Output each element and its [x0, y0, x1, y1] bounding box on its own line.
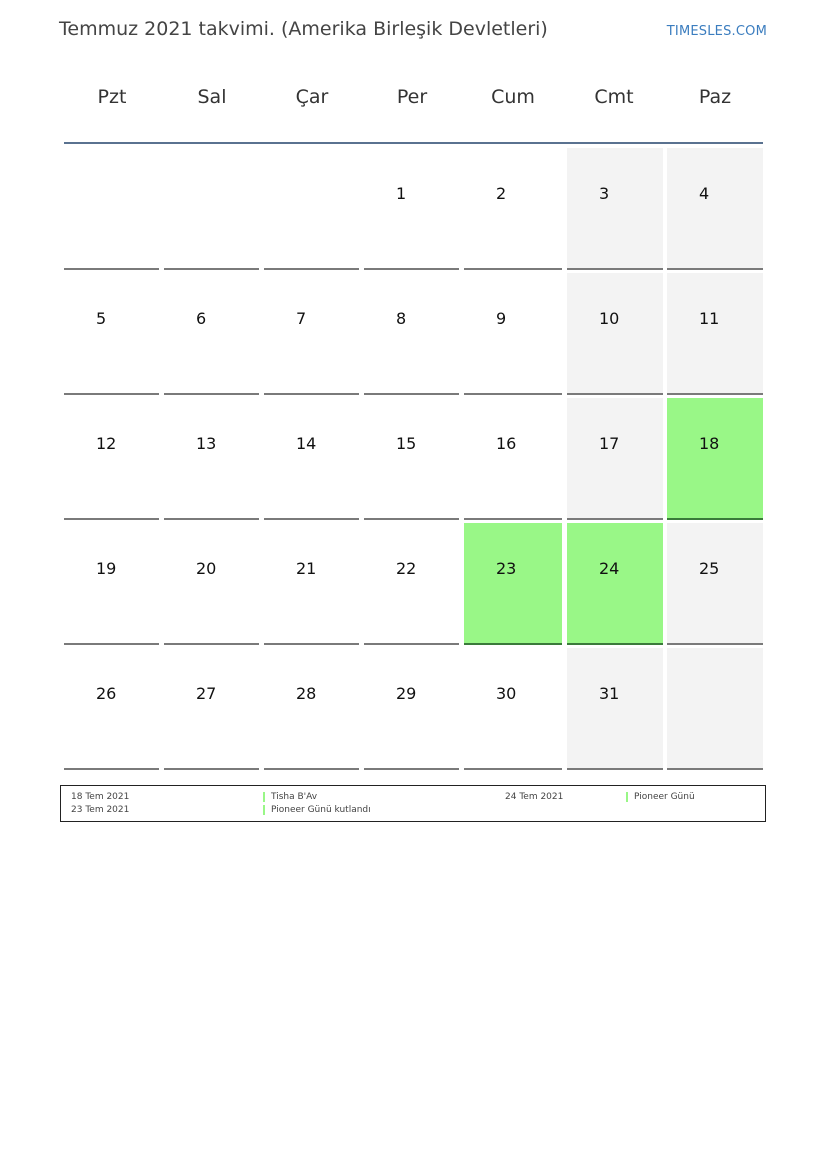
weekday-wed: Çar: [295, 86, 329, 108]
day-cell-4[interactable]: [667, 148, 763, 270]
day-cell-30[interactable]: [464, 648, 562, 770]
day-cell-23[interactable]: [464, 523, 562, 645]
day-number: 1: [396, 184, 407, 203]
day-number: 8: [396, 309, 407, 328]
day-number: 6: [196, 309, 207, 328]
legend-marker-1: [263, 792, 265, 802]
day-number: 10: [599, 309, 620, 328]
day-cell-2[interactable]: [464, 148, 562, 270]
day-number: 29: [396, 684, 417, 703]
weekday-header: [62, 86, 765, 122]
day-cell-21[interactable]: [264, 523, 359, 645]
legend-holiday-3: Pioneer Günü kutlandı: [271, 805, 371, 815]
day-cell-8[interactable]: [364, 273, 459, 395]
empty-day-cell: [164, 148, 259, 270]
calendar-grid: [64, 148, 764, 770]
day-cell-22[interactable]: [364, 523, 459, 645]
day-number: 5: [96, 309, 107, 328]
legend-date-2: 24 Tem 2021: [505, 792, 564, 802]
weekday-sun: Paz: [698, 86, 732, 108]
weekday-mon: Pzt: [97, 86, 127, 108]
day-number: 25: [699, 559, 720, 578]
day-number: 17: [599, 434, 620, 453]
day-number: 30: [496, 684, 517, 703]
day-number: 19: [96, 559, 117, 578]
day-cell-25[interactable]: [667, 523, 763, 645]
day-cell-19[interactable]: [64, 523, 159, 645]
day-number: 22: [396, 559, 417, 578]
header-divider: [64, 142, 763, 144]
weekday-tue: Sal: [197, 86, 227, 108]
day-cell-14[interactable]: [264, 398, 359, 520]
day-number: 12: [96, 434, 117, 453]
weekday-thu: Per: [396, 86, 428, 108]
empty-day-cell: [667, 648, 763, 770]
day-number: 15: [396, 434, 417, 453]
day-cell-11[interactable]: [667, 273, 763, 395]
day-number: 23: [496, 559, 517, 578]
day-cell-12[interactable]: [64, 398, 159, 520]
day-cell-17[interactable]: [567, 398, 663, 520]
day-cell-5[interactable]: [64, 273, 159, 395]
weekday-sat: Cmt: [594, 86, 634, 108]
day-number: 27: [196, 684, 217, 703]
page-title: Temmuz 2021 takvimi. (Amerika Birleşik Devletleri): [59, 18, 548, 40]
day-cell-1[interactable]: [364, 148, 459, 270]
day-number: 16: [496, 434, 517, 453]
day-number: 31: [599, 684, 620, 703]
day-number: 9: [496, 309, 507, 328]
day-number: 4: [699, 184, 710, 203]
legend-marker-2: [626, 792, 628, 802]
legend-holiday-1: Tisha B'Av: [271, 792, 318, 802]
day-number: 2: [496, 184, 507, 203]
day-number: 18: [699, 434, 720, 453]
day-cell-6[interactable]: [164, 273, 259, 395]
holiday-legend: [60, 785, 766, 822]
day-number: 7: [296, 309, 307, 328]
brand-link[interactable]: TIMESLES.COM: [666, 24, 767, 39]
day-number: 14: [296, 434, 317, 453]
day-number: 24: [599, 559, 620, 578]
legend-date-3: 23 Tem 2021: [71, 805, 130, 815]
day-cell-15[interactable]: [364, 398, 459, 520]
day-cell-26[interactable]: [64, 648, 159, 770]
day-cell-20[interactable]: [164, 523, 259, 645]
day-number: 13: [196, 434, 217, 453]
legend-holiday-2: Pioneer Günü: [634, 792, 695, 802]
day-cell-18[interactable]: [667, 398, 763, 520]
day-cell-27[interactable]: [164, 648, 259, 770]
day-cell-3[interactable]: [567, 148, 663, 270]
day-number: 21: [296, 559, 317, 578]
day-cell-13[interactable]: [164, 398, 259, 520]
day-number: 26: [96, 684, 117, 703]
day-cell-24[interactable]: [567, 523, 663, 645]
day-cell-7[interactable]: [264, 273, 359, 395]
empty-day-cell: [264, 148, 359, 270]
day-number: 3: [599, 184, 610, 203]
day-cell-28[interactable]: [264, 648, 359, 770]
day-cell-29[interactable]: [364, 648, 459, 770]
day-number: 20: [196, 559, 217, 578]
day-cell-31[interactable]: [567, 648, 663, 770]
day-cell-10[interactable]: [567, 273, 663, 395]
legend-date-1: 18 Tem 2021: [71, 792, 130, 802]
day-cell-16[interactable]: [464, 398, 562, 520]
legend-marker-3: [263, 805, 265, 815]
day-number: 28: [296, 684, 317, 703]
day-cell-9[interactable]: [464, 273, 562, 395]
day-number: 11: [699, 309, 720, 328]
empty-day-cell: [64, 148, 159, 270]
weekday-fri: Cum: [491, 86, 535, 108]
